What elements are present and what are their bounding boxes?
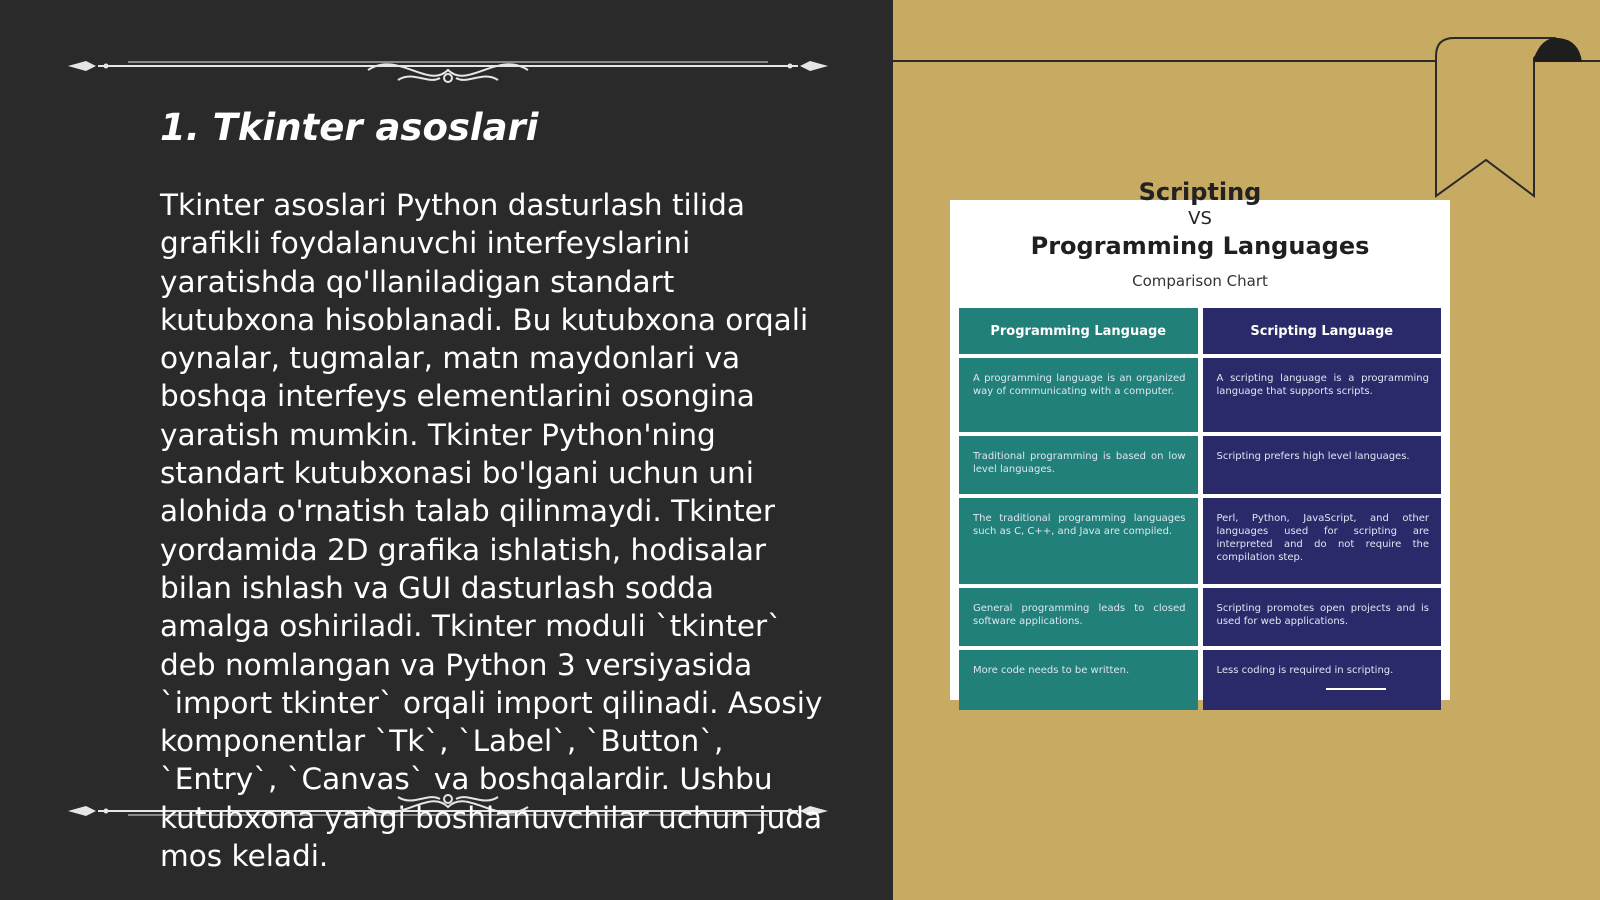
table-row [959, 498, 1441, 584]
table-cell: A scripting language is a programming language that supports scripts. [1203, 358, 1442, 432]
comparison-table [954, 304, 1446, 714]
column-header-scripting: Scripting Language [1203, 308, 1442, 354]
chart-subtitle: Comparison Chart [1132, 272, 1268, 290]
comparison-chart-image [950, 178, 1450, 700]
chart-watermark-logo [1326, 688, 1386, 700]
chart-heading-top: Scripting [1138, 178, 1262, 206]
table-row [959, 650, 1441, 710]
table-row [959, 436, 1441, 494]
slide-body-text: Tkinter asoslari Python dasturlash tilida grafikli foydalanuvchi interfeyslarini yaratishda qo'llaniladigan standart kutubxona hisoblanadi. Bu kutubxona orqali oynalar, tugmalar, matn maydonlari va boshqa interfeys elementlarini osongina yaratish mumkin. Tkinter Python'ning standart kutubxonasi bo'lgani uchun uni alohida o'rnatish talab qilinmaydi. Tkinter yordamida 2D grafika ishlatish, hodisalar bilan ishlash va GUI dasturlash sodda amalga oshiriladi. Tkinter moduli `tkinter` deb nomlangan va Python 3 versiyasida `import tkinter` orqali import qilinadi. Asosiy komponentlar `Tk`, `Label`, `Button`, `Entry`, `Canvas` va boshqalardir. Ushbu kutubxona yangi boshlanuvchilar uchun juda mos keladi. [160, 188, 823, 874]
table-cell: Scripting promotes open projects and is used for web applications. [1203, 588, 1442, 646]
table-row [959, 358, 1441, 432]
bookmark-ribbon [1434, 36, 1584, 201]
table-cell: Scripting prefers high level languages. [1203, 436, 1442, 494]
table-row [959, 588, 1441, 646]
column-header-programming: Programming Language [959, 308, 1198, 354]
ornament-top-divider [68, 40, 828, 90]
table-cell: Traditional programming is based on low level languages. [959, 436, 1198, 494]
table-cell: Less coding is required in scripting. [1203, 650, 1442, 710]
table-cell: A programming language is an organized way of communicating with a computer. [959, 358, 1198, 432]
table-cell: More code needs to be written. [959, 650, 1198, 710]
table-cell: General programming leads to closed software applications. [959, 588, 1198, 646]
chart-vs-label: VS [1188, 208, 1212, 229]
slide-title: 1. Tkinter asoslari [160, 106, 539, 149]
table-cell: Perl, Python, JavaScript, and other languages used for scripting are interpreted and do not require the compilation step. [1203, 498, 1442, 584]
table-cell: The traditional programming languages such as C, C++, and Java are compiled. [959, 498, 1198, 584]
chart-title: Programming Languages [1030, 232, 1370, 260]
table-header-row [959, 308, 1441, 354]
